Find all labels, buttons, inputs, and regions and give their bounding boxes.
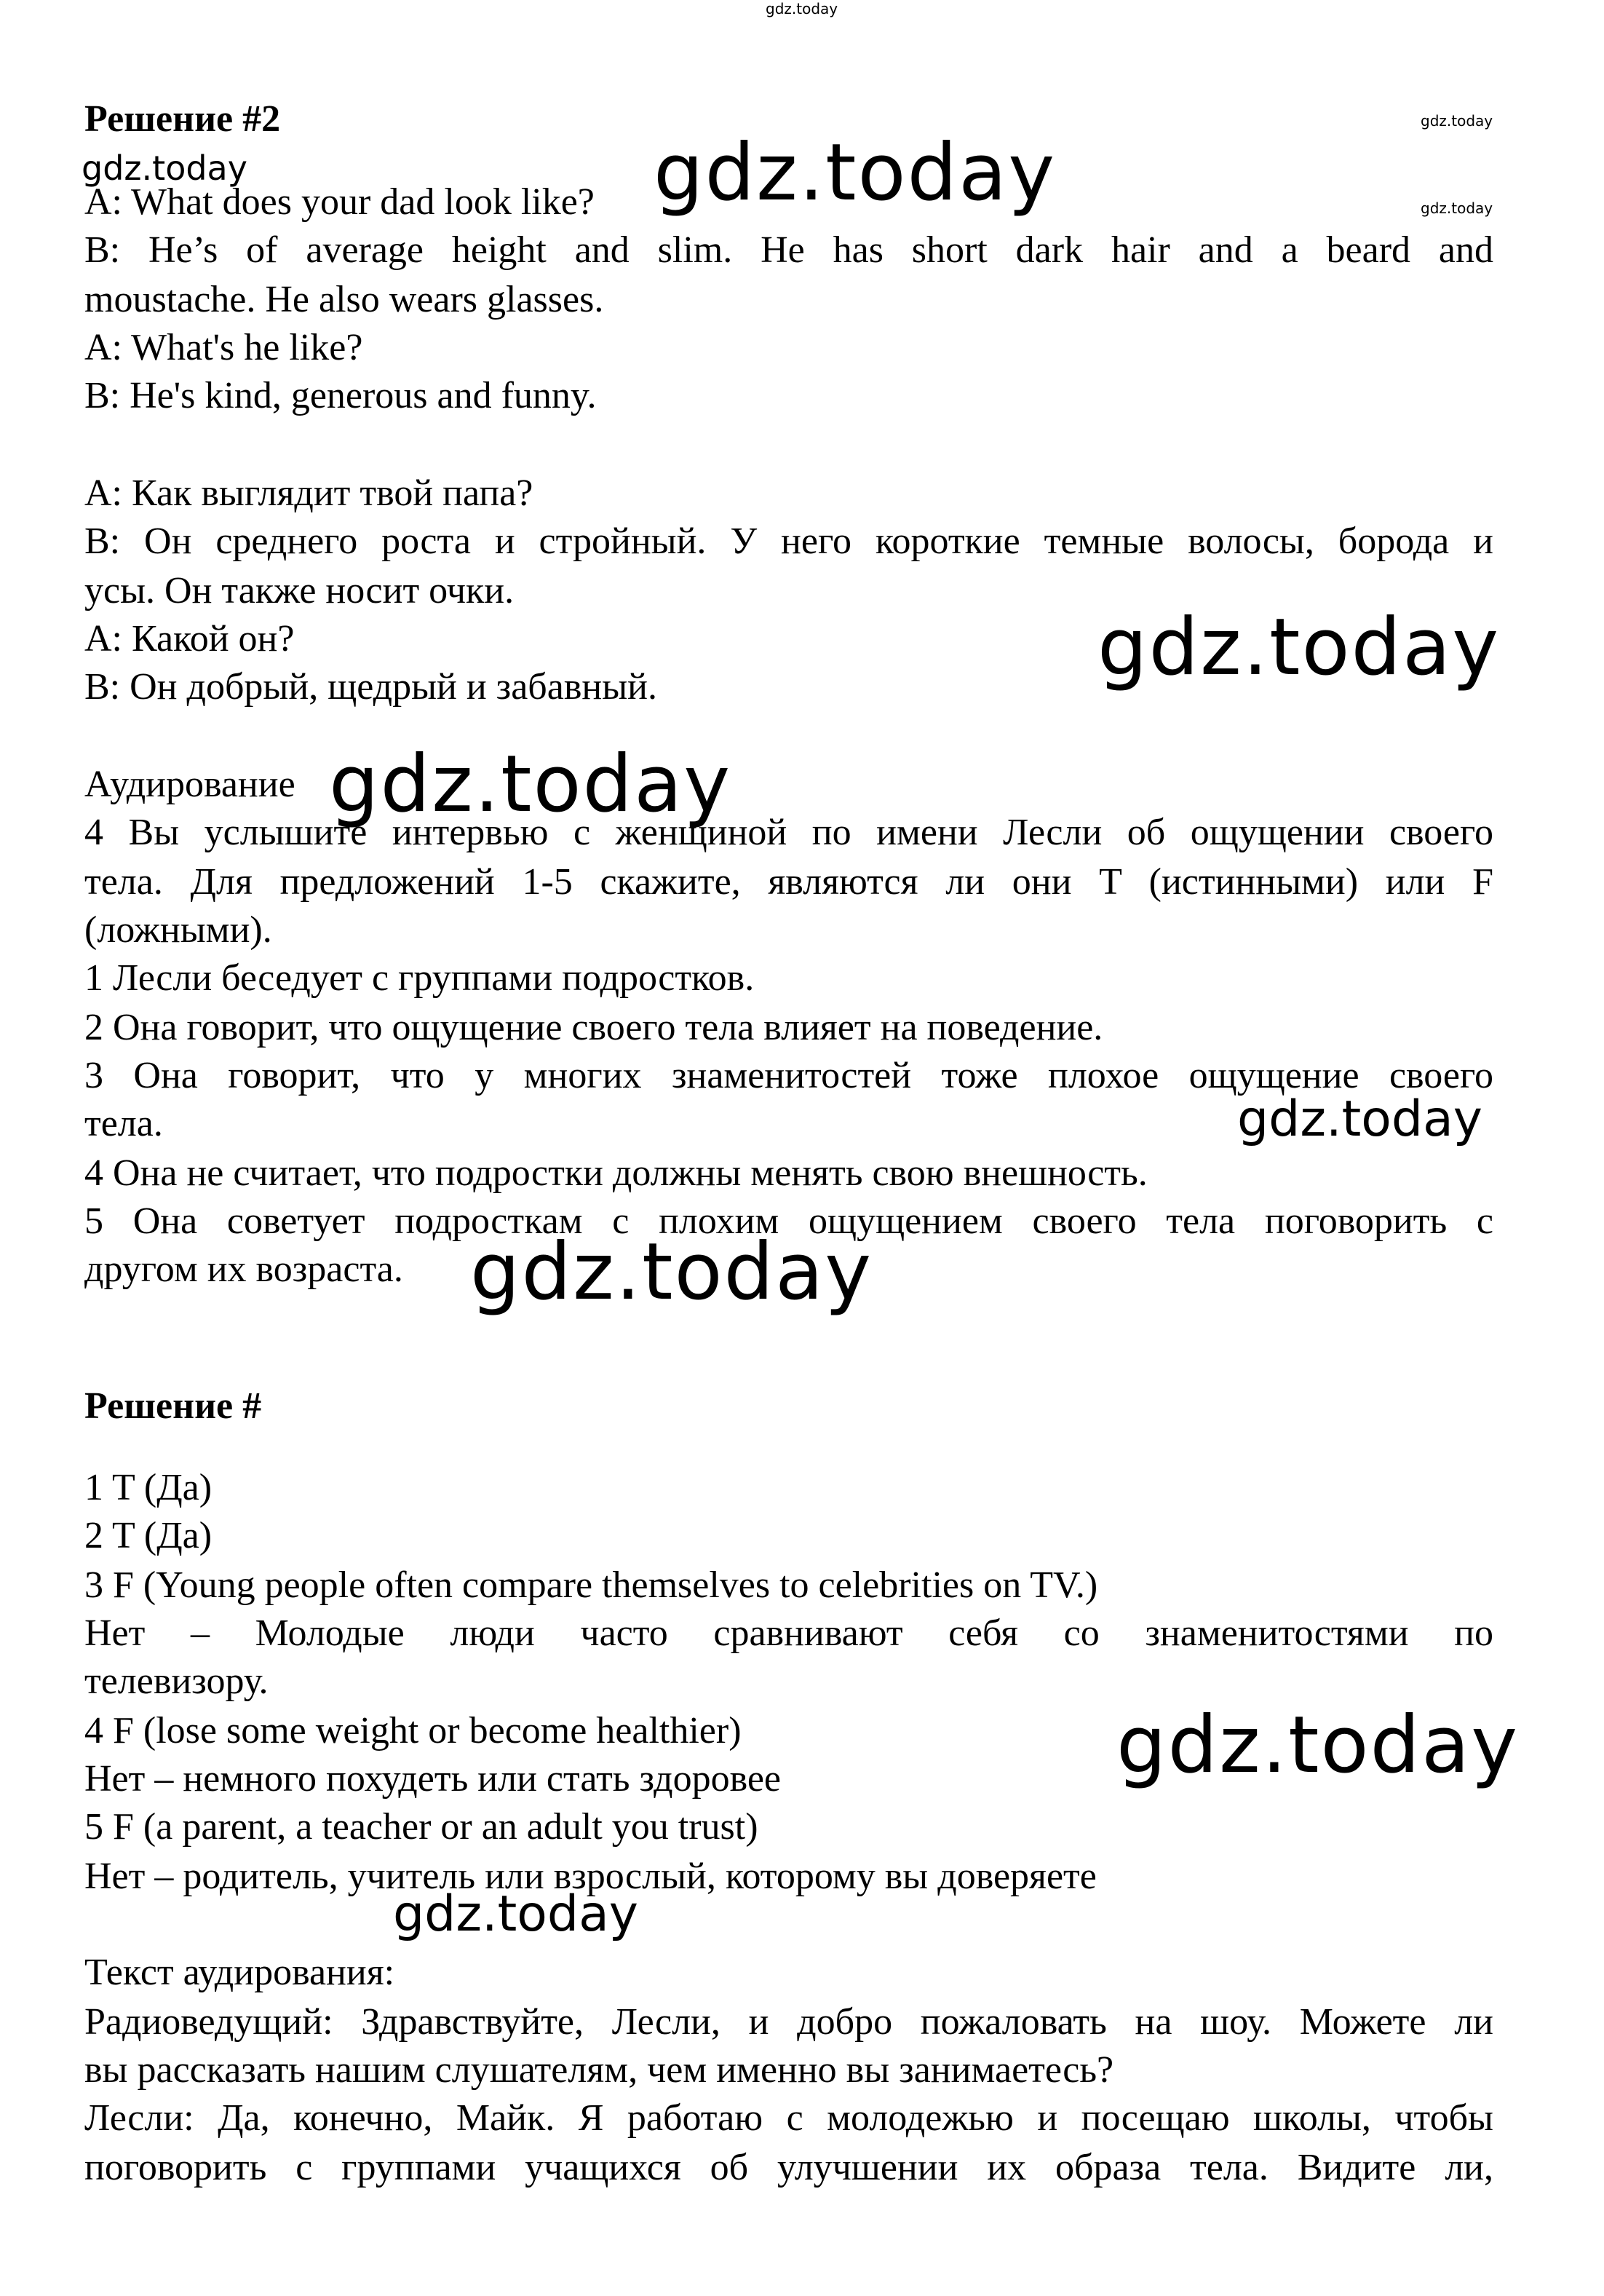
dialogue-en-line: A: What's he like? bbox=[84, 327, 363, 368]
task-line: 3 Она говорит, что у многих знаменитостей тоже плохое ощущение своего bbox=[84, 1055, 1493, 1096]
solution-2-heading: Решение #2 bbox=[84, 98, 281, 140]
watermark-small-right-1: gdz.today bbox=[1421, 112, 1493, 130]
transcript-line: поговорить с группами учащихся об улучшении их образа тела. Видите ли, bbox=[84, 2147, 1493, 2188]
dialogue-en-line: B: He’s of average height and slim. He has short dark hair and a beard and bbox=[84, 229, 1493, 271]
watermark-large-5: gdz.today bbox=[1116, 1700, 1520, 1791]
answer-line: телевизору. bbox=[84, 1660, 269, 1702]
dialogue-ru-line: В: Он добрый, щедрый и забавный. bbox=[84, 666, 657, 708]
dialogue-ru-line: А: Какой он? bbox=[84, 618, 295, 660]
task-line: 5 Она советует подросткам с плохим ощущением своего тела поговорить с bbox=[84, 1200, 1493, 1242]
transcript-line: вы рассказать нашим слушателям, чем именно вы занимаетесь? bbox=[84, 2049, 1114, 2091]
watermark-medium-3: gdz.today bbox=[393, 1885, 638, 1943]
watermark-large-4: gdz.today bbox=[470, 1227, 873, 1318]
dialogue-en-line: moustache. He also wears glasses. bbox=[84, 279, 604, 320]
watermark-medium-left: gdz.today bbox=[82, 149, 247, 188]
watermark-large-1: gdz.today bbox=[654, 127, 1057, 218]
answer-line: 5 F (a parent, a teacher or an adult you trust) bbox=[84, 1806, 758, 1848]
task-line: (ложными). bbox=[84, 909, 272, 951]
watermark-large-3: gdz.today bbox=[329, 739, 732, 830]
answer-line: 1 T (Да) bbox=[84, 1467, 213, 1508]
answer-line: Нет – Молодые люди часто сравнивают себя со знаменитостями по bbox=[84, 1612, 1493, 1654]
task-line: 4 Вы услышите интервью с женщиной по имени Лесли об ощущении своего bbox=[84, 812, 1493, 853]
dialogue-en-line: A: What does your dad look like? bbox=[84, 181, 595, 223]
task-line: 2 Она говорит, что ощущение своего тела влияет на поведение. bbox=[84, 1007, 1103, 1048]
task-line: тела. bbox=[84, 1103, 163, 1144]
answer-line: 2 T (Да) bbox=[84, 1515, 213, 1556]
task-line: 1 Лесли беседует с группами подростков. bbox=[84, 957, 755, 999]
transcript-title: Текст аудирования: bbox=[84, 1952, 395, 1993]
listening-title: Аудирование bbox=[84, 764, 295, 805]
watermark-large-2: gdz.today bbox=[1097, 602, 1501, 693]
watermark-top-center: gdz.today bbox=[766, 0, 838, 17]
dialogue-ru-line: усы. Он также носит очки. bbox=[84, 570, 515, 611]
solution-heading: Решение # bbox=[84, 1385, 262, 1427]
answer-line: 3 F (Young people often compare themselves to celebrities on TV.) bbox=[84, 1564, 1098, 1606]
answer-line: 4 F (lose some weight or become healthier) bbox=[84, 1710, 742, 1751]
task-line: другом их возраста. bbox=[84, 1248, 403, 1290]
dialogue-en-line: B: He's kind, generous and funny. bbox=[84, 375, 597, 416]
dialogue-ru-line: В: Он среднего роста и стройный. У него короткие темные волосы, борода и bbox=[84, 520, 1493, 562]
watermark-medium-2: gdz.today bbox=[1237, 1090, 1482, 1148]
watermark-small-right-2: gdz.today bbox=[1421, 199, 1493, 217]
transcript-line: Лесли: Да, конечно, Майк. Я работаю с молодежью и посещаю школы, чтобы bbox=[84, 2097, 1493, 2139]
dialogue-ru-line: А: Как выглядит твой папа? bbox=[84, 472, 533, 514]
transcript-line: Радиоведущий: Здравствуйте, Лесли, и добро пожаловать на шоу. Можете ли bbox=[84, 2001, 1493, 2043]
answer-line: Нет – немного похудеть или стать здоровее bbox=[84, 1758, 781, 1800]
answer-line: Нет – родитель, учитель или взрослый, которому вы доверяете bbox=[84, 1856, 1097, 1897]
task-line: тела. Для предложений 1-5 скажите, являются ли они T (истинными) или F bbox=[84, 861, 1493, 903]
task-line: 4 Она не считает, что подростки должны менять свою внешность. bbox=[84, 1152, 1148, 1194]
